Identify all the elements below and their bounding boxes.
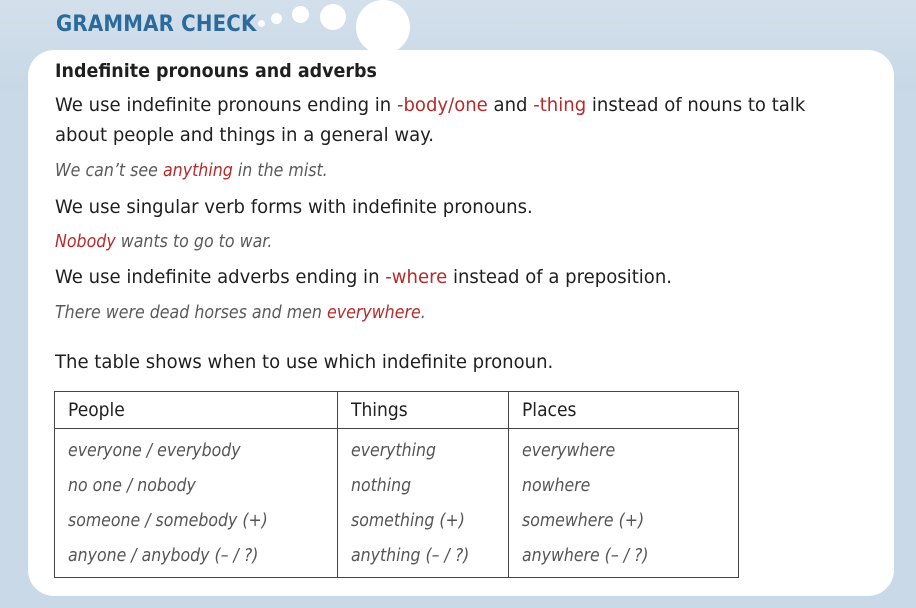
table-cell	[55, 538, 338, 578]
section-heading: GRAMMAR CHECK	[56, 12, 257, 37]
table-header-row	[55, 392, 739, 429]
table-cell	[509, 468, 739, 503]
highlight-term: Nobody	[55, 231, 116, 252]
table-row	[55, 503, 739, 538]
cell-text: everywhere	[522, 440, 616, 461]
rule-1-text: instead of nouns to talk	[586, 94, 806, 116]
example-text: .	[420, 302, 426, 323]
table-header-things	[338, 392, 509, 429]
table-row	[55, 429, 739, 469]
table-cell	[338, 429, 509, 469]
cell-text: something (+)	[351, 510, 465, 531]
pronoun-table	[54, 391, 739, 578]
cell-text: everything	[351, 440, 437, 461]
rule-2: We use singular verb forms with indefinite pronouns.	[55, 196, 533, 218]
table-row	[55, 538, 739, 578]
table-cell	[55, 468, 338, 503]
bubble-decoration	[258, 20, 265, 27]
table-header-places	[509, 392, 739, 429]
cell-text: no one / nobody	[68, 475, 196, 496]
highlight-term: anything	[162, 160, 233, 181]
cell-text: somewhere (+)	[522, 510, 645, 531]
table-cell	[509, 429, 739, 469]
highlight-term: -body/one	[396, 94, 488, 116]
example-text: There were dead horses and men	[55, 302, 327, 323]
example-text: wants to go to war.	[115, 231, 273, 252]
cell-text: someone / somebody (+)	[68, 510, 268, 531]
rule-3-text: instead of a preposition.	[447, 266, 673, 288]
highlight-term: -where	[385, 266, 448, 288]
header-label: People	[68, 399, 125, 421]
example-text: We can’t see	[55, 160, 163, 181]
cell-text: anyone / anybody (– / ?)	[68, 545, 259, 566]
table-cell	[55, 503, 338, 538]
cell-text: anywhere (– / ?)	[522, 545, 649, 566]
example-2	[55, 231, 272, 252]
rule-1-text: We use indefinite pronouns ending in	[55, 94, 397, 116]
rule-3	[55, 266, 672, 288]
table-cell	[509, 538, 739, 578]
cell-text: nowhere	[522, 475, 591, 496]
table-cell	[338, 468, 509, 503]
example-text: in the mist.	[232, 160, 328, 181]
rule-3-text: We use indefinite adverbs ending in	[55, 266, 386, 288]
table-intro: The table shows when to use which indefinite pronoun.	[55, 351, 554, 373]
highlight-term: -thing	[533, 94, 587, 116]
rule-1-text: and	[487, 94, 534, 116]
bubble-decoration	[356, 0, 410, 54]
table-header-people	[55, 392, 338, 429]
table-cell	[338, 538, 509, 578]
rule-1-line-2: about people and things in a general way.	[55, 124, 435, 146]
subheading: Indefinite pronouns and adverbs	[55, 60, 377, 82]
header-label: Things	[351, 399, 408, 421]
example-3	[55, 302, 426, 323]
highlight-term: everywhere	[326, 302, 421, 323]
bubble-decoration	[292, 6, 309, 23]
cell-text: nothing	[351, 475, 412, 496]
cell-text: everyone / everybody	[68, 440, 241, 461]
cell-text: anything (– / ?)	[351, 545, 470, 566]
example-1	[55, 160, 328, 181]
header-label: Places	[522, 399, 577, 421]
table-cell	[55, 429, 338, 469]
bubble-decoration	[320, 4, 346, 30]
table-row	[55, 468, 739, 503]
table-cell	[509, 503, 739, 538]
bubble-decoration	[271, 13, 282, 24]
rule-1-line-1	[55, 94, 805, 116]
table-cell	[338, 503, 509, 538]
